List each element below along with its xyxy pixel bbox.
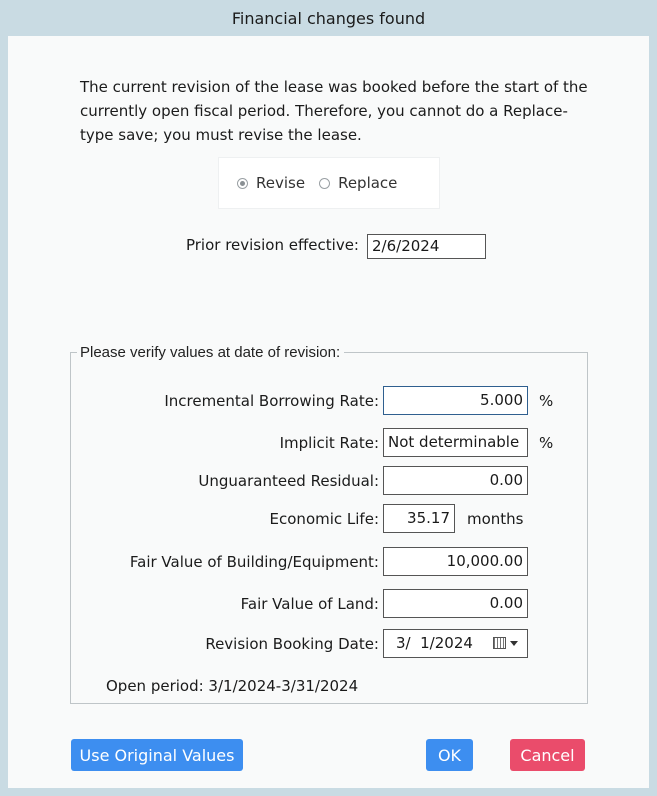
chevron-down-icon[interactable] bbox=[510, 641, 518, 646]
revision-booking-date-label: Revision Booking Date: bbox=[205, 635, 379, 653]
fair-value-building-label: Fair Value of Building/Equipment: bbox=[129, 553, 379, 571]
fair-value-building-field[interactable]: 10,000.00 bbox=[383, 547, 528, 576]
replace-radio-label: Replace bbox=[338, 174, 398, 192]
replace-radio-button[interactable] bbox=[319, 178, 330, 189]
prior-revision-field[interactable]: 2/6/2024 bbox=[367, 234, 486, 259]
percent-unit-label: % bbox=[539, 392, 554, 410]
economic-life-label: Economic Life: bbox=[269, 510, 379, 528]
verify-values-legend: Please verify values at date of revision: bbox=[80, 344, 341, 361]
months-unit-label: months bbox=[467, 510, 524, 528]
economic-life-row bbox=[71, 504, 589, 534]
save-mode-radio-group bbox=[218, 157, 440, 209]
incremental-borrowing-rate-row bbox=[71, 386, 589, 416]
implicit-rate-field[interactable]: Not determinable bbox=[383, 428, 528, 457]
cancel-button[interactable]: Cancel bbox=[510, 739, 585, 771]
revise-radio-label: Revise bbox=[256, 174, 306, 192]
revise-radio-button[interactable] bbox=[237, 178, 248, 189]
implicit-rate-row bbox=[71, 428, 589, 458]
fair-value-building-row bbox=[71, 547, 589, 577]
info-message: The current revision of the lease was booked before the start of the currently open fiscal period. Therefore, you cannot do a Replace-type save; you must revise the lease. bbox=[80, 78, 588, 144]
unguaranteed-residual-field[interactable]: 0.00 bbox=[383, 466, 528, 495]
revise-radio-option[interactable] bbox=[237, 174, 305, 192]
economic-life-field[interactable]: 35.17 bbox=[383, 504, 455, 533]
use-original-values-button[interactable]: Use Original Values bbox=[71, 739, 243, 771]
fair-value-land-row bbox=[71, 589, 589, 619]
dialog-title: Financial changes found bbox=[231, 8, 426, 28]
unguaranteed-residual-label: Unguaranteed Residual: bbox=[198, 472, 379, 490]
calendar-icon[interactable] bbox=[493, 637, 506, 649]
prior-revision-label: Prior revision effective: bbox=[185, 236, 359, 254]
revision-booking-date-field[interactable] bbox=[383, 629, 528, 658]
incremental-borrowing-rate-field[interactable]: 5.000 bbox=[383, 386, 528, 415]
replace-radio-option[interactable] bbox=[319, 174, 397, 192]
revision-booking-date-row bbox=[71, 629, 589, 659]
financial-changes-dialog bbox=[8, 36, 649, 788]
fair-value-land-field[interactable]: 0.00 bbox=[383, 589, 528, 618]
percent-unit-label: % bbox=[539, 434, 554, 452]
open-period-text: Open period: 3/1/2024-3/31/2024 bbox=[106, 677, 359, 695]
implicit-rate-label: Implicit Rate: bbox=[279, 434, 379, 452]
dialog-title-bar bbox=[0, 0, 657, 36]
verify-values-group bbox=[70, 344, 588, 704]
unguaranteed-residual-row bbox=[71, 466, 589, 496]
incremental-borrowing-rate-label: Incremental Borrowing Rate: bbox=[164, 392, 379, 410]
revision-booking-date-value: 3/ 1/2024 bbox=[396, 634, 473, 652]
ok-button[interactable]: OK bbox=[426, 739, 473, 771]
fair-value-land-label: Fair Value of Land: bbox=[240, 595, 379, 613]
